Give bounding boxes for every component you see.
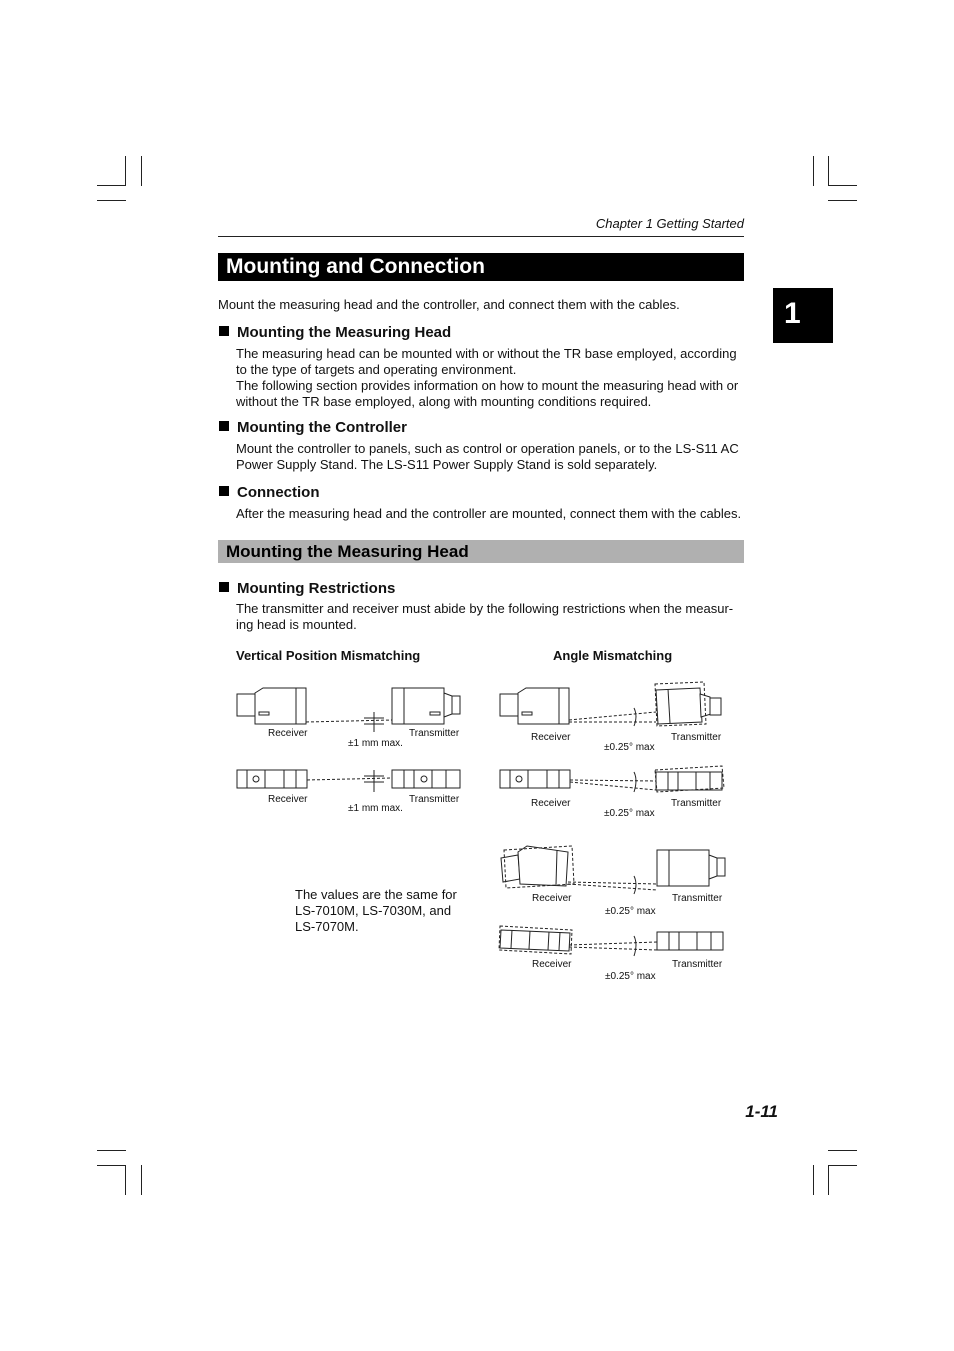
transmitter-label: Transmitter — [672, 959, 723, 970]
tolerance-label: ±1 mm max. — [348, 803, 403, 814]
receiver-side-view — [500, 688, 569, 724]
chapter-tab: 1 — [773, 288, 833, 343]
section-title: Mounting and Connection — [218, 253, 744, 281]
receiver-label: Receiver — [268, 794, 308, 805]
subheading: Mounting the Measuring Head — [219, 324, 451, 342]
receiver-side-view — [501, 846, 568, 886]
receiver-label: Receiver — [268, 728, 308, 739]
transmitter-side-view — [392, 688, 460, 724]
page-number: 1-11 — [745, 1102, 778, 1121]
transmitter-side-view — [657, 850, 725, 886]
paragraph: The measuring head can be mounted with or without the TR base employed, according to the type of targets and operating environment. The following section provides information on how to mount the measuring head with or without the TR base employed, along with mounting conditions required. — [236, 346, 739, 409]
transmitter-label: Transmitter — [672, 893, 723, 904]
model-note: The values are the same for LS-7010M, LS-7030M, and LS-7070M. — [295, 887, 457, 934]
receiver-label: Receiver — [532, 959, 572, 970]
tolerance-label: ±1 mm max. — [348, 738, 403, 749]
receiver-top-view — [237, 770, 307, 788]
chapter-header: Chapter 1 Getting Started — [595, 216, 744, 231]
transmitter-label: Transmitter — [409, 728, 460, 739]
transmitter-label: Transmitter — [671, 732, 722, 743]
transmitter-top-view — [656, 772, 722, 790]
receiver-side-view — [237, 688, 306, 724]
paragraph: Mount the controller to panels, such as control or operation panels, or to the LS-S11 AC Power Supply Stand. The LS-S11 Power Supply Stand is sold separately. — [236, 441, 739, 472]
tolerance-label: ±0.25° max — [605, 971, 656, 982]
tolerance-label: ±0.25° max — [604, 742, 655, 753]
subheading: Mounting Restrictions — [219, 580, 395, 598]
paragraph: After the measuring head and the controller are mounted, connect them with the cables. — [236, 506, 742, 521]
subheading: Connection — [219, 484, 320, 502]
transmitter-label: Transmitter — [671, 798, 722, 809]
receiver-top-view — [500, 930, 570, 951]
transmitter-side-view — [656, 688, 721, 724]
figure-title-vertical: Vertical Position Mismatching — [236, 648, 421, 663]
receiver-top-view — [500, 770, 570, 788]
receiver-label: Receiver — [531, 732, 571, 743]
transmitter-top-view — [657, 932, 723, 950]
receiver-label: Receiver — [532, 893, 572, 904]
tolerance-label: ±0.25° max — [605, 906, 656, 917]
transmitter-label: Transmitter — [409, 794, 460, 805]
intro-text: Mount the measuring head and the controller, and connect them with the cables. — [218, 297, 680, 312]
figure-title-angle: Angle Mismatching — [553, 648, 673, 663]
receiver-label: Receiver — [531, 798, 571, 809]
section-title: Mounting the Measuring Head — [218, 540, 744, 563]
tolerance-label: ±0.25° max — [604, 808, 655, 819]
transmitter-top-view — [392, 770, 460, 788]
paragraph: The transmitter and receiver must abide by the following restrictions when the measur- ing head is mounted. — [236, 601, 734, 632]
subheading: Mounting the Controller — [219, 419, 407, 437]
